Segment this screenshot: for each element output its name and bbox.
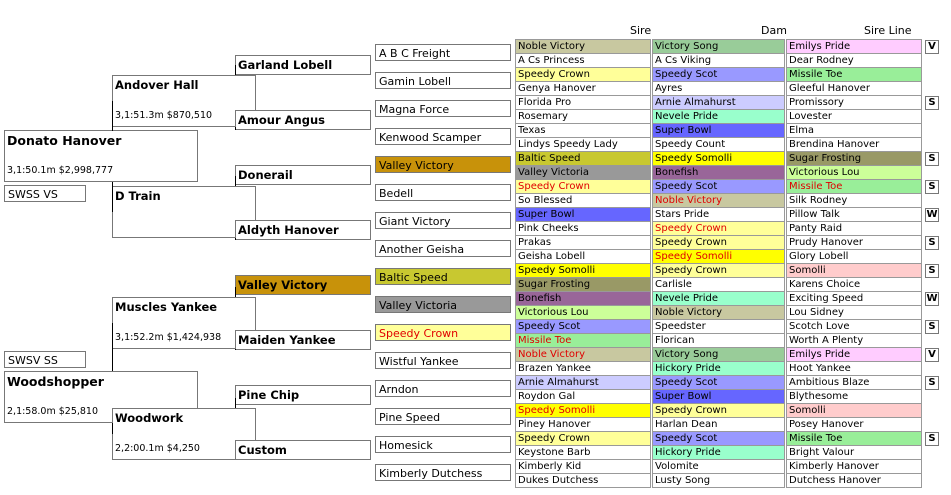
grid-dam-cell[interactable]: Speedy Somolli xyxy=(652,249,785,264)
grid-sire-line-cell[interactable]: Elma xyxy=(786,123,922,138)
grid-sire-cell[interactable]: Texas xyxy=(515,123,651,138)
gen2-stats-1: 3,1:51.3m $870,510 xyxy=(115,110,213,121)
gen4-cell-1[interactable]: A B C Freight xyxy=(375,44,511,61)
grid-sire-line-cell[interactable]: Promissory xyxy=(786,95,922,110)
grid-sire-cell[interactable]: Dukes Dutchess xyxy=(515,473,651,488)
grid-sire-line-cell[interactable]: Ambitious Blaze xyxy=(786,375,922,390)
gen4-cell-7[interactable]: Giant Victory xyxy=(375,212,511,229)
grid-sire-cell[interactable]: Brazen Yankee xyxy=(515,361,651,376)
grid-dam-cell[interactable]: Nevele Pride xyxy=(652,291,785,306)
gen2-name-3: Muscles Yankee xyxy=(115,300,218,314)
grid-sire-line-cell[interactable]: Exciting Speed xyxy=(786,291,922,306)
connector-line xyxy=(235,238,236,240)
sire-line-tag[interactable]: W xyxy=(926,209,938,220)
gen3-cell-1[interactable]: Garland Lobell xyxy=(235,55,371,75)
gen4-cell-3[interactable]: Magna Force xyxy=(375,100,511,117)
grid-sire-line-cell[interactable]: Prudy Hanover xyxy=(786,235,922,250)
grid-dam-cell[interactable]: Hickory Pride xyxy=(652,361,785,376)
grid-sire-cell[interactable]: Roydon Gal xyxy=(515,389,651,404)
sire-line-tag[interactable]: W xyxy=(926,293,938,304)
grid-sire-cell[interactable]: Speedy Somolli xyxy=(515,263,651,278)
grid-sire-cell[interactable]: Speedy Crown xyxy=(515,67,651,82)
gen3-cell-5[interactable]: Valley Victory xyxy=(235,275,371,295)
connector-line xyxy=(235,405,236,408)
connector-line xyxy=(112,101,113,131)
grid-dam-cell[interactable]: Noble Victory xyxy=(652,305,785,320)
connector-line xyxy=(112,323,113,371)
header-sire: Sire xyxy=(630,24,652,37)
grid-dam-cell[interactable]: Bonefish xyxy=(652,165,785,180)
grid-sire-line-cell[interactable]: Lovester xyxy=(786,109,922,124)
grid-dam-cell[interactable]: Nevele Pride xyxy=(652,109,785,124)
grid-sire-line-cell[interactable]: Posey Hanover xyxy=(786,417,922,432)
grid-sire-line-cell[interactable]: Missile Toe xyxy=(786,179,922,194)
grid-sire-cell[interactable]: Speedy Scot xyxy=(515,319,651,334)
grid-sire-cell[interactable]: Prakas xyxy=(515,235,651,250)
gen3-cell-6[interactable]: Maiden Yankee xyxy=(235,330,371,350)
gen4-cell-4[interactable]: Kenwood Scamper xyxy=(375,128,511,145)
grid-sire-cell[interactable]: Arnie Almahurst xyxy=(515,375,651,390)
gen3-cell-2[interactable]: Amour Angus xyxy=(235,110,371,130)
gen4-cell-5[interactable]: Valley Victory xyxy=(375,156,511,173)
grid-sire-line-cell[interactable]: Sugar Frosting xyxy=(786,151,922,166)
grid-sire-cell[interactable]: Pink Cheeks xyxy=(515,221,651,236)
gen3-cell-3[interactable]: Donerail xyxy=(235,165,371,185)
grid-dam-cell[interactable]: Speedy Crown xyxy=(652,221,785,236)
grid-sire-line-cell[interactable]: Panty Raid xyxy=(786,221,922,236)
grid-dam-cell[interactable]: Carlisle xyxy=(652,277,785,292)
grid-sire-cell[interactable]: Valley Victoria xyxy=(515,165,651,180)
gen4-cell-12[interactable]: Wistful Yankee xyxy=(375,352,511,369)
grid-dam-cell[interactable]: Speedy Crown xyxy=(652,235,785,250)
grid-sire-line-cell[interactable]: Scotch Love xyxy=(786,319,922,334)
grid-sire-line-cell[interactable]: Somolli xyxy=(786,263,922,278)
grid-sire-cell[interactable]: Keystone Barb xyxy=(515,445,651,460)
grid-dam-cell[interactable]: Florican xyxy=(652,333,785,348)
grid-dam-cell[interactable]: Noble Victory xyxy=(652,193,785,208)
connector-line xyxy=(235,295,236,297)
grid-dam-cell[interactable]: Speedy Count xyxy=(652,137,785,152)
header-dam: Dam xyxy=(761,24,787,37)
sire-card[interactable] xyxy=(4,130,198,182)
grid-dam-cell[interactable]: Speedy Scot xyxy=(652,67,785,82)
grid-dam-cell[interactable]: Volomite xyxy=(652,459,785,474)
grid-sire-line-cell[interactable]: Brendina Hanover xyxy=(786,137,922,152)
grid-sire-line-cell[interactable]: Somolli xyxy=(786,403,922,418)
grid-sire-line-cell[interactable]: Emilys Pride xyxy=(786,39,922,54)
grid-dam-cell[interactable]: Speedy Scot xyxy=(652,431,785,446)
gen4-cell-11[interactable]: Speedy Crown xyxy=(375,324,511,341)
grid-sire-cell[interactable]: Bonefish xyxy=(515,291,651,306)
gen4-cell-15[interactable]: Homesick xyxy=(375,436,511,453)
grid-dam-cell[interactable]: Victory Song xyxy=(652,39,785,54)
dam-name: Woodshopper xyxy=(7,374,104,389)
grid-sire-line-cell[interactable]: Missile Toe xyxy=(786,67,922,82)
gen2-name-1: Andover Hall xyxy=(115,78,199,92)
gen4-cell-14[interactable]: Pine Speed xyxy=(375,408,511,425)
grid-sire-cell[interactable]: Speedy Crown xyxy=(515,179,651,194)
grid-dam-cell[interactable]: Speedster xyxy=(652,319,785,334)
gen3-cell-4[interactable]: Aldyth Hanover xyxy=(235,220,371,240)
sire-line-tag[interactable]: S xyxy=(925,152,939,166)
grid-sire-cell[interactable]: Noble Victory xyxy=(515,39,651,54)
sire-name: Donato Hanover xyxy=(7,133,122,148)
sire-line-tag[interactable]: S xyxy=(925,180,939,194)
sire-line-tag[interactable]: S xyxy=(925,320,939,334)
sire-line-tag[interactable]: S xyxy=(925,236,939,250)
grid-sire-line-cell[interactable]: Blythesome xyxy=(786,389,922,404)
sire-line-tag[interactable]: V xyxy=(925,348,939,362)
header-sire-line: Sire Line xyxy=(864,24,912,37)
grid-dam-cell[interactable]: Arnie Almahurst xyxy=(652,95,785,110)
grid-sire-cell[interactable]: Super Bowl xyxy=(515,207,651,222)
grid-sire-line-cell[interactable]: Silk Rodney xyxy=(786,193,922,208)
sire-line-tag[interactable]: V xyxy=(925,40,939,54)
grid-sire-cell[interactable]: Geisha Lobell xyxy=(515,249,651,264)
gen4-cell-8[interactable]: Another Geisha xyxy=(375,240,511,257)
gen4-cell-2[interactable]: Gamin Lobell xyxy=(375,72,511,89)
grid-sire-line-cell[interactable]: Dear Rodney xyxy=(786,53,922,68)
grid-sire-line-cell[interactable]: Karens Choice xyxy=(786,277,922,292)
gen2-name-2: D Train xyxy=(115,189,161,203)
grid-dam-cell[interactable]: Hickory Pride xyxy=(652,445,785,460)
grid-dam-cell[interactable]: Speedy Crown xyxy=(652,403,785,418)
gen4-cell-9[interactable]: Baltic Speed xyxy=(375,268,511,285)
gen4-cell-6[interactable]: Bedell xyxy=(375,184,511,201)
grid-dam-cell[interactable]: Speedy Somolli xyxy=(652,151,785,166)
sire-stats: 3,1:50.1m $2,998,777 xyxy=(7,165,114,176)
connector-line xyxy=(235,65,236,75)
grid-dam-cell[interactable]: Harlan Dean xyxy=(652,417,785,432)
grid-sire-cell[interactable]: Florida Pro xyxy=(515,95,651,110)
grid-sire-cell[interactable]: Kimberly Kid xyxy=(515,459,651,474)
grid-dam-cell[interactable]: Lusty Song xyxy=(652,473,785,488)
dam-code-label: SWSV SS xyxy=(4,351,86,368)
grid-sire-line-cell[interactable]: Emilys Pride xyxy=(786,347,922,362)
gen4-cell-13[interactable]: Arndon xyxy=(375,380,511,397)
grid-sire-cell[interactable]: A Cs Princess xyxy=(515,53,651,68)
grid-sire-cell[interactable]: Genya Hanover xyxy=(515,81,651,96)
grid-dam-cell[interactable]: Speedy Crown xyxy=(652,263,785,278)
grid-sire-cell[interactable]: Sugar Frosting xyxy=(515,277,651,292)
gen2-stats-4: 2,2:00.1m $4,250 xyxy=(115,443,200,454)
gen4-cell-16[interactable]: Kimberly Dutchess xyxy=(375,464,511,481)
grid-dam-cell[interactable]: Super Bowl xyxy=(652,389,785,404)
grid-sire-line-cell[interactable]: Pillow Talk xyxy=(786,207,922,222)
grid-sire-cell[interactable]: Rosemary xyxy=(515,109,651,124)
grid-dam-cell[interactable]: Speedy Scot xyxy=(652,375,785,390)
grid-sire-line-cell[interactable]: Bright Valour xyxy=(786,445,922,460)
grid-sire-cell[interactable]: Lindys Speedy Lady xyxy=(515,137,651,152)
grid-sire-cell[interactable]: Baltic Speed xyxy=(515,151,651,166)
sire-line-tag[interactable]: S xyxy=(925,264,939,278)
grid-sire-cell[interactable]: Noble Victory xyxy=(515,347,651,362)
grid-sire-line-cell[interactable]: Dutchess Hanover xyxy=(786,473,922,488)
grid-sire-line-cell[interactable]: Glory Lobell xyxy=(786,249,922,264)
gen4-cell-10[interactable]: Valley Victoria xyxy=(375,296,511,313)
gen2-name-4: Woodwork xyxy=(115,411,184,425)
grid-dam-cell[interactable]: Speedy Scot xyxy=(652,179,785,194)
connector-line xyxy=(112,182,113,212)
gen2-stats-3: 3,1:52.2m $1,424,938 xyxy=(115,332,222,343)
grid-dam-cell[interactable]: Ayres xyxy=(652,81,785,96)
connector-line xyxy=(235,127,236,130)
sire-code-label: SWSS VS xyxy=(4,185,86,202)
sire-line-tag[interactable]: S xyxy=(925,96,939,110)
grid-dam-cell[interactable]: Super Bowl xyxy=(652,123,785,138)
sire-line-tag[interactable]: S xyxy=(925,376,939,390)
grid-sire-cell[interactable]: Victorious Lou xyxy=(515,305,651,320)
sire-line-tag[interactable]: S xyxy=(925,432,939,446)
grid-sire-cell[interactable]: Piney Hanover xyxy=(515,417,651,432)
grid-sire-line-cell[interactable]: Worth A Plenty xyxy=(786,333,922,348)
connector-line xyxy=(112,423,113,434)
grid-sire-cell[interactable]: Missile Toe xyxy=(515,333,651,348)
gen3-cell-8[interactable]: Custom xyxy=(235,440,371,460)
gen3-cell-7[interactable]: Pine Chip xyxy=(235,385,371,405)
grid-sire-line-cell[interactable]: Kimberly Hanover xyxy=(786,459,922,474)
grid-sire-line-cell[interactable]: Victorious Lou xyxy=(786,165,922,180)
dam-stats: 2,1:58.0m $25,810 xyxy=(7,406,99,417)
connector-line xyxy=(235,185,236,186)
grid-dam-cell[interactable]: Victory Song xyxy=(652,347,785,362)
grid-sire-cell[interactable]: Speedy Somolli xyxy=(515,403,651,418)
grid-sire-line-cell[interactable]: Lou Sidney xyxy=(786,305,922,320)
grid-sire-cell[interactable]: So Blessed xyxy=(515,193,651,208)
grid-dam-cell[interactable]: Stars Pride xyxy=(652,207,785,222)
grid-sire-line-cell[interactable]: Missile Toe xyxy=(786,431,922,446)
connector-line xyxy=(235,349,236,350)
grid-sire-line-cell[interactable]: Gleeful Hanover xyxy=(786,81,922,96)
grid-dam-cell[interactable]: A Cs Viking xyxy=(652,53,785,68)
grid-sire-cell[interactable]: Speedy Crown xyxy=(515,431,651,446)
grid-sire-line-cell[interactable]: Hoot Yankee xyxy=(786,361,922,376)
